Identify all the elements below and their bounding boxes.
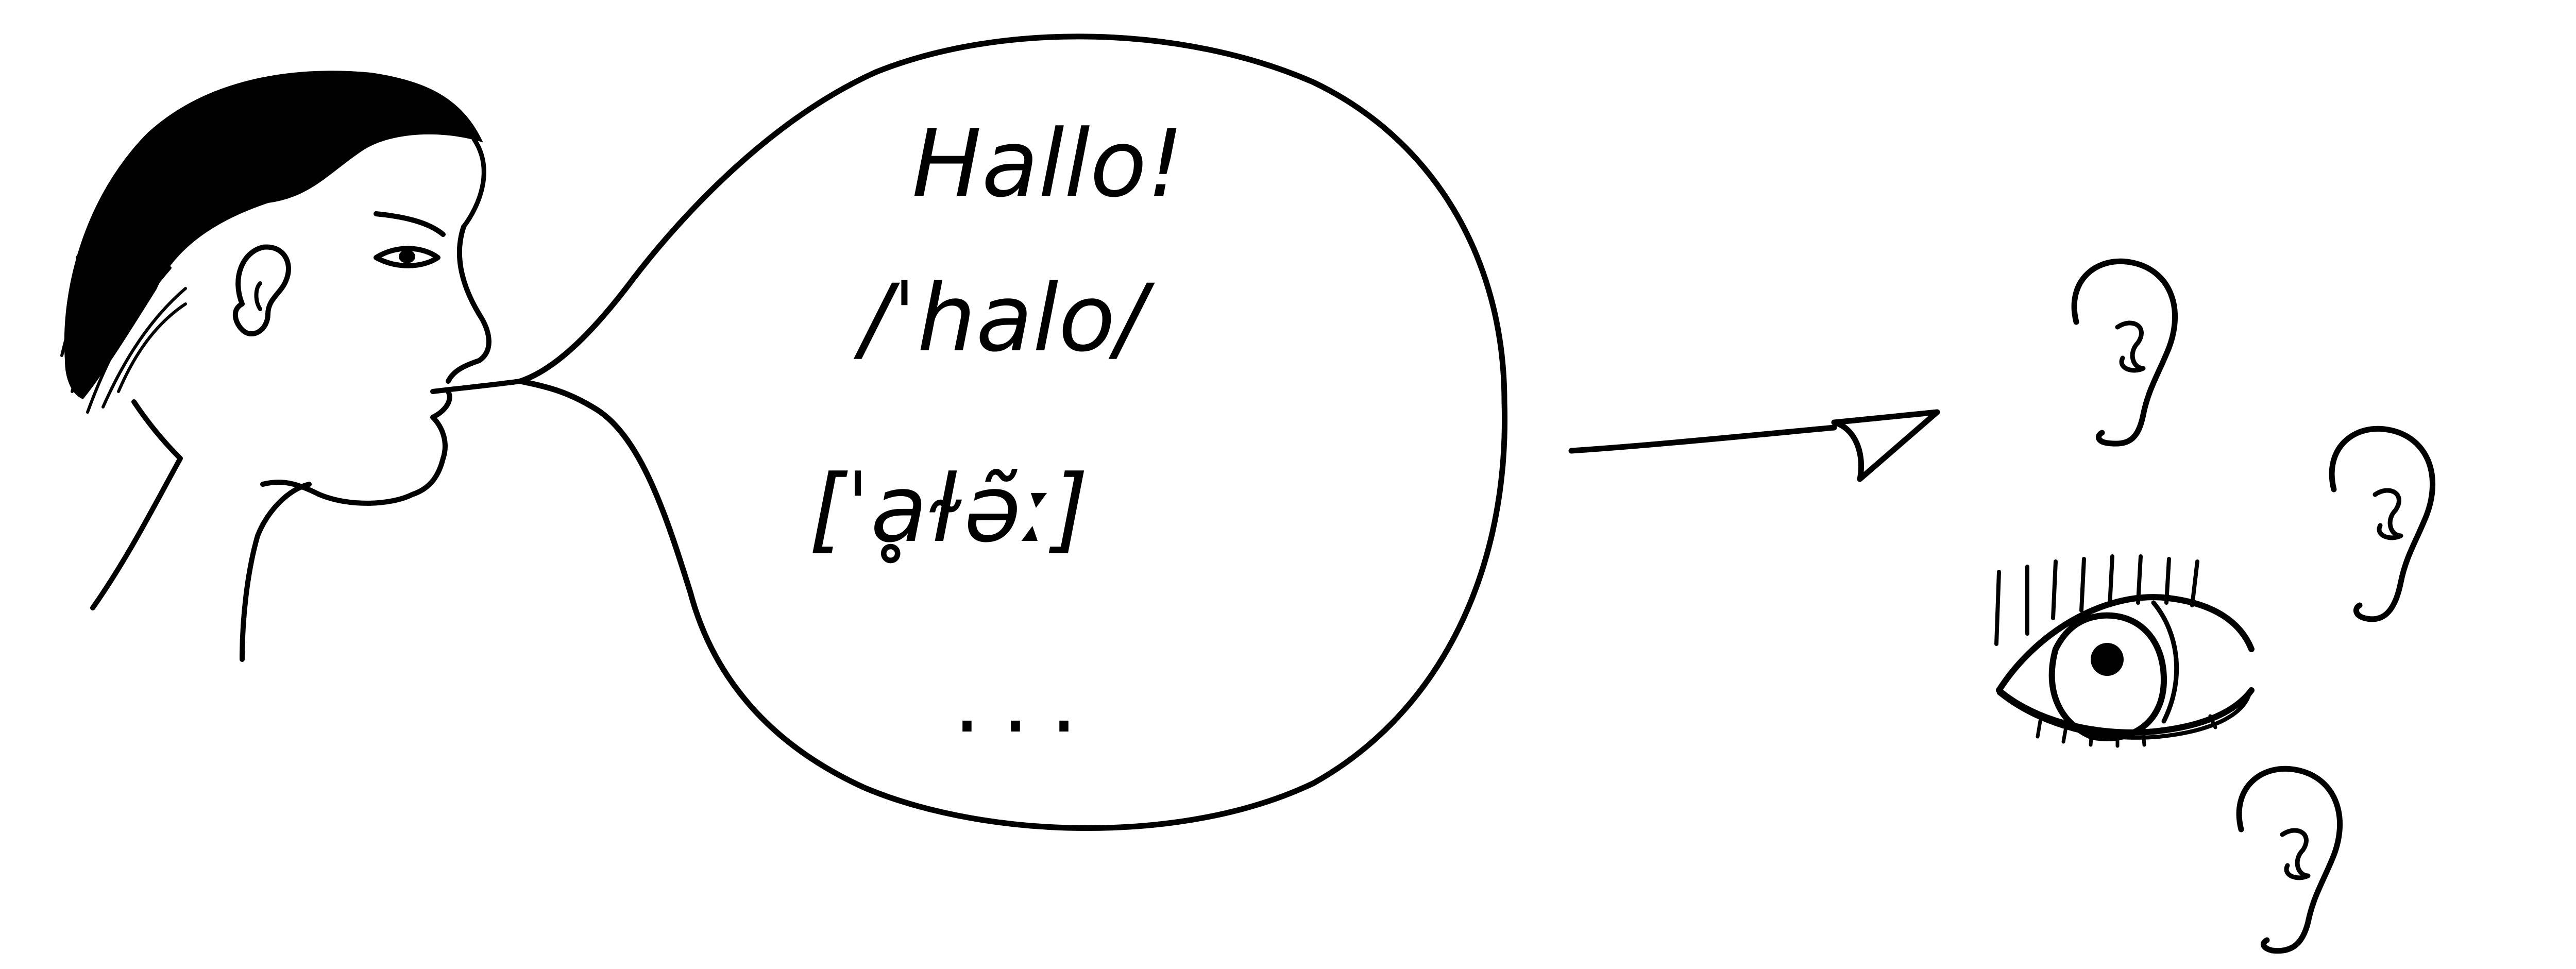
hair — [62, 73, 479, 412]
ear-icon — [2332, 429, 2432, 619]
ellipsis: ... — [953, 651, 1099, 753]
listener-group — [1996, 261, 2433, 950]
speaker-head-icon — [62, 73, 520, 659]
orthographic-form: Hallo! — [912, 110, 1184, 218]
ear-icon — [2074, 261, 2175, 444]
eye-icon — [1996, 556, 2251, 746]
arrow-right-icon — [1571, 412, 1937, 479]
ear-icon — [2239, 769, 2340, 950]
phonetic-transcription: [ˈḁɫə̃ː] — [809, 455, 1089, 563]
phonemic-transcription: /ˈhalo/ — [860, 265, 1147, 372]
speech-bubble — [520, 37, 1505, 828]
